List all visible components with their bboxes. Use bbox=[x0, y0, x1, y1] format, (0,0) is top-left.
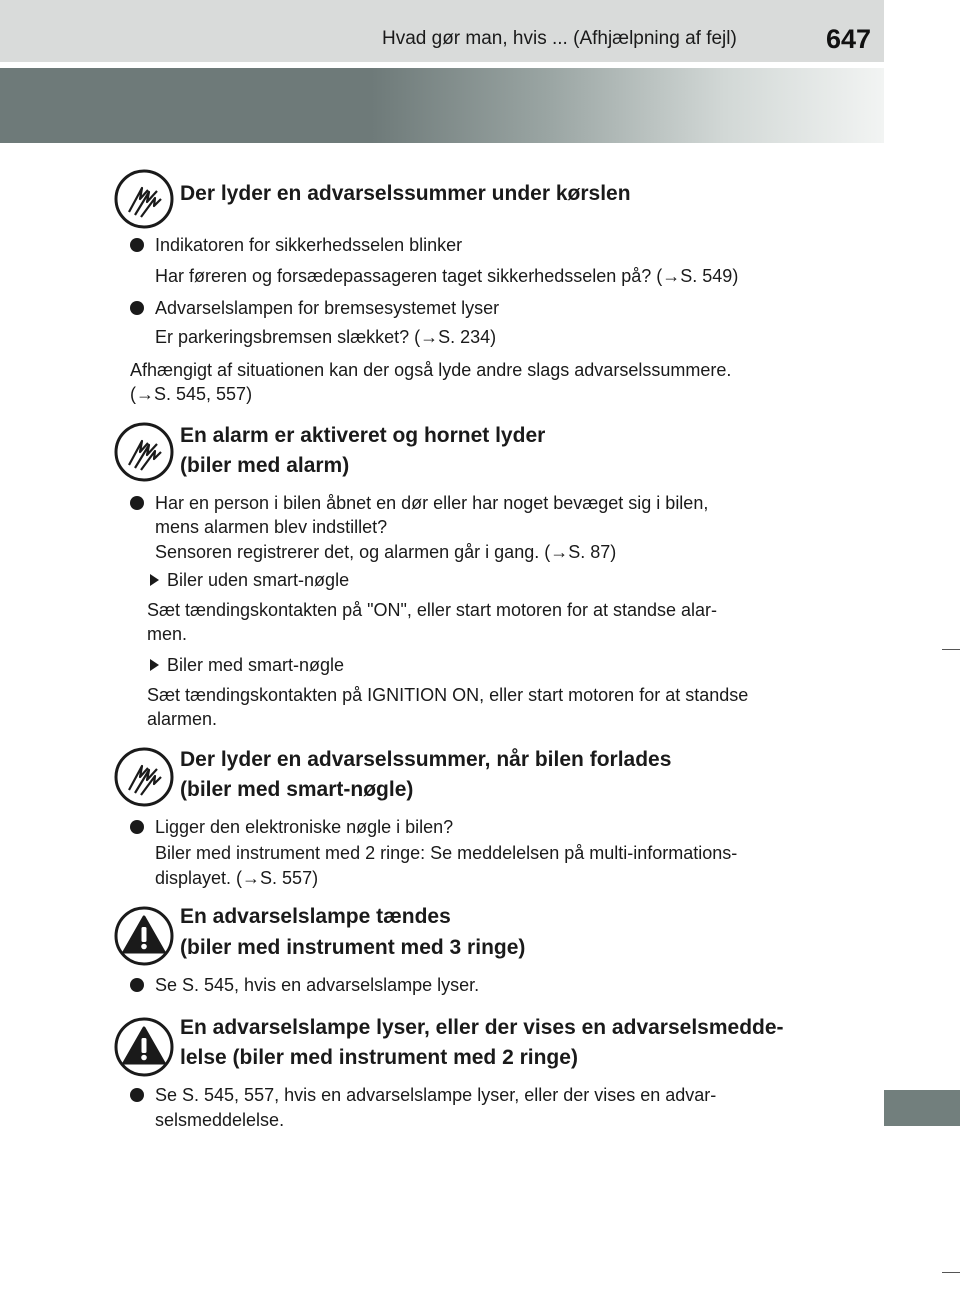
bullet-text: Har en person i bilen åbnet en dør eller har noget bevæget sig i bilen, bbox=[155, 493, 709, 513]
section-title-line1: En advarselslampe lyser, eller der vises en advarselsmedde- bbox=[180, 1016, 784, 1039]
arrow-right-icon bbox=[150, 574, 159, 586]
bullet-icon bbox=[130, 1088, 144, 1102]
subitem-label: Biler med smart-nøgle bbox=[167, 655, 345, 675]
bullet-text: Se S. 545, hvis en advarselslampe lyser. bbox=[155, 975, 480, 995]
bullet-text: Indikatoren for sikkerhedsselen blinker bbox=[155, 235, 463, 255]
chapter-title: Hvad gør man, hvis ... (Afhjælpning af fejl) bbox=[382, 28, 737, 49]
exclamation-warning-icon bbox=[113, 1016, 175, 1078]
bullet-text: Ligger den elektroniske nøgle i bilen? bbox=[155, 817, 454, 837]
section-title-line2: (biler med alarm) bbox=[180, 454, 350, 477]
bullet-text-cont: mens alarmen blev indstillet? bbox=[155, 517, 388, 537]
section-title-line2: (biler med instrument med 3 ringe) bbox=[180, 936, 526, 959]
subitem-text-cont: alarmen. bbox=[147, 709, 218, 729]
section-title-line1: En advarselslampe tændes bbox=[180, 905, 451, 928]
section-title-line1: En alarm er aktiveret og hornet lyder bbox=[180, 424, 546, 447]
bullet-icon bbox=[130, 820, 144, 834]
bullet-icon bbox=[130, 978, 144, 992]
bullet-detail: Er parkeringsbremsen slækket? (→S. 234) bbox=[155, 327, 497, 347]
subitem-label: Biler uden smart-nøgle bbox=[167, 570, 350, 590]
section-title: Der lyder en advarselssummer under kørslen bbox=[180, 182, 631, 205]
bullet-icon bbox=[130, 496, 144, 510]
page-number: 647 bbox=[826, 24, 872, 54]
note-reference: (→S. 545, 557) bbox=[130, 384, 253, 404]
section-title-line2: lelse (biler med instrument med 2 ringe) bbox=[180, 1046, 578, 1069]
bullet-icon bbox=[130, 301, 144, 315]
lightning-buzzer-icon bbox=[113, 421, 175, 483]
subitem-text: Sæt tændingskontakten på "ON", eller start motoren for at standse alar- bbox=[147, 600, 718, 620]
arrow-right-icon bbox=[150, 659, 159, 671]
exclamation-warning-icon bbox=[113, 905, 175, 967]
subitem-text-cont: men. bbox=[147, 624, 188, 644]
bullet-detail: Sensoren registrerer det, og alarmen går i gang. (→S. 87) bbox=[155, 542, 617, 562]
section-title-line2: (biler med smart-nøgle) bbox=[180, 778, 414, 801]
lightning-buzzer-icon bbox=[113, 746, 175, 808]
section-title-line1: Der lyder en advarselssummer, når bilen forlades bbox=[180, 748, 672, 771]
bullet-detail-cont: displayet. (→S. 557) bbox=[155, 868, 319, 888]
lightning-buzzer-icon bbox=[113, 168, 175, 230]
crop-mark bbox=[942, 1272, 960, 1273]
bullet-detail: Har føreren og forsædepassageren taget sikkerhedsselen på? (→S. 549) bbox=[155, 266, 739, 286]
bullet-text: Se S. 545, 557, hvis en advarselslampe lyser, eller der vises en advar- bbox=[155, 1085, 717, 1105]
bullet-icon bbox=[130, 238, 144, 252]
subitem-text: Sæt tændingskontakten på IGNITION ON, eller start motoren for at standse bbox=[147, 685, 749, 705]
bullet-detail: Biler med instrument med 2 ringe: Se meddelelsen på multi-informations- bbox=[155, 843, 738, 863]
chapter-thumb-tab bbox=[884, 1090, 960, 1126]
note-text: Afhængigt af situationen kan der også lyde andre slags advarselssummere. bbox=[130, 360, 732, 380]
section-banner bbox=[0, 68, 884, 143]
crop-mark bbox=[942, 649, 960, 650]
bullet-text-cont: selsmeddelelse. bbox=[155, 1110, 285, 1130]
bullet-text: Advarselslampen for bremsesystemet lyser bbox=[155, 298, 500, 318]
